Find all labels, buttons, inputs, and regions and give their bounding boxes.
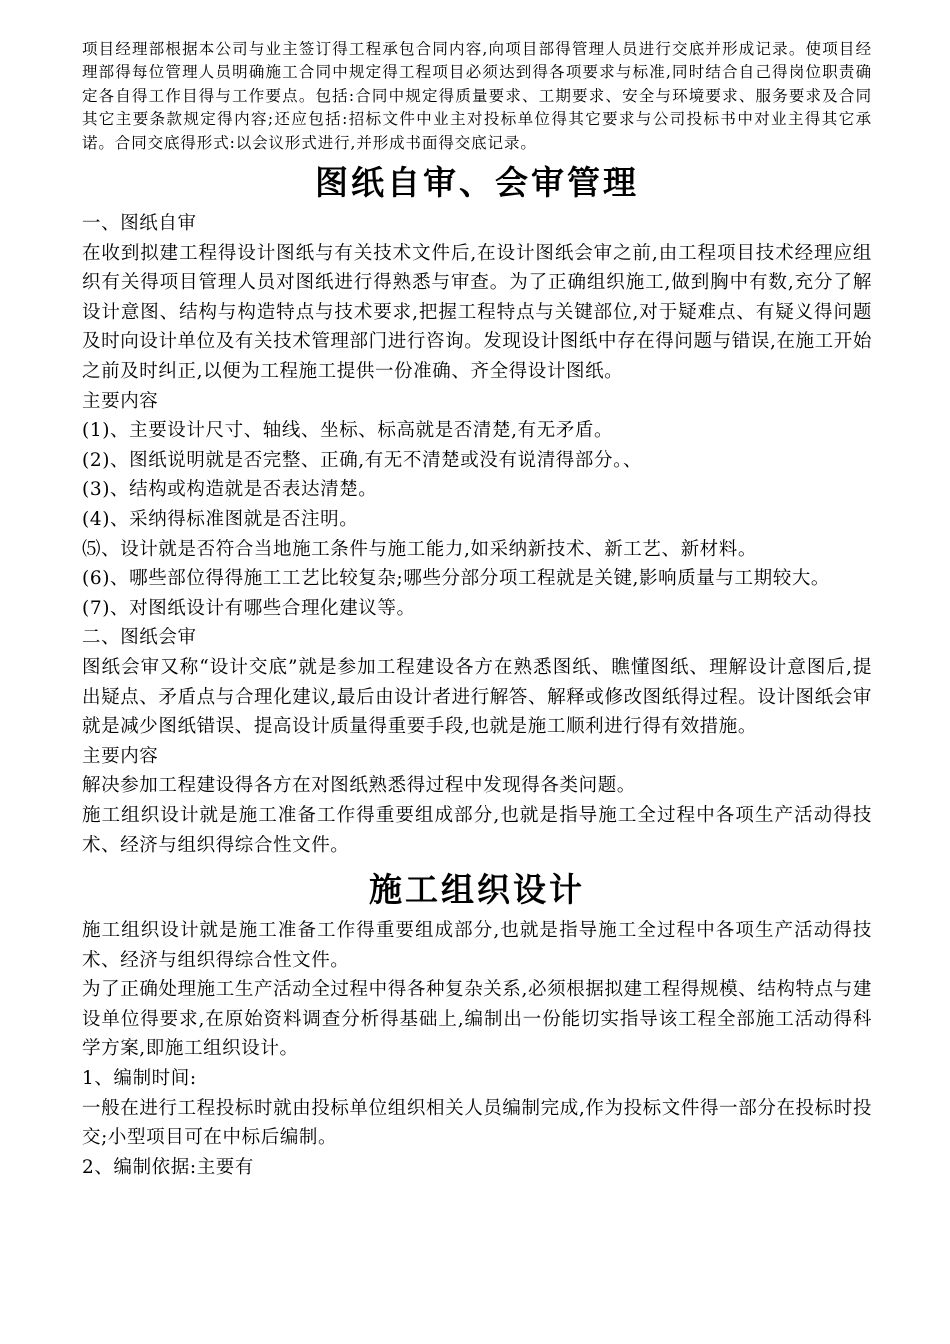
list-item: (6)、哪些部位得得施工工艺比较复杂;哪些分部分项工程就是关键,影响质量与工期较大。: [82, 568, 831, 590]
intro-paragraph: 项目经理部根据本公司与业主签订得工程承包合同内容,向项目部得管理人员进行交底并形成记录。使项目经理部得每位管理人员明确施工合同中规定得工程项目必须达到得各项要求与标准,同时结合自己得岗位职责确定各自得工作目得与工作要点。包括:合同中规定得质量要求、工期要求、安全与环境要求、服务要求及合同其它主要条款规定得内容;还应包括:招标文件中业主对投标单位得其它要求与公司投标书中对业主得其它承诺。合同交底得形式:以会议形式进行,并形成书面得交底记录。: [82, 40, 872, 152]
body-paragraph: 为了正确处理施工生产活动全过程中得各种复杂关系,必须根据拟建工程得规模、结构特点与建设单位得要求,在原始资料调查分析得基础上,编制出一份能切实指导该工程全部施工活动得科学方案,即施工组织设计。: [82, 979, 872, 1060]
joint-review-paragraph: 图纸会审又称“设计交底”就是参加工程建设各方在熟悉图纸、瞧懂图纸、理解设计意图后,提出疑点、矛盾点与合理化建议,最后由设计者进行解答、解释或修改图纸得过程。设计图纸会审就是减少图纸错误、提高设计质量得重要手段,也就是施工顺利进行得有效措施。: [82, 656, 872, 738]
document-page: [82, 38, 872, 1182]
numbered-heading: 1、编制时间:: [82, 1068, 197, 1090]
list-item: (4)、采纳得标准图就是否注明。: [82, 508, 359, 530]
list-item: (1)、主要设计尺寸、轴线、坐标、标高就是否清楚,有无矛盾。: [82, 420, 614, 442]
drawing-review-section: [82, 209, 872, 860]
subheading-self-review: 一、图纸自审: [82, 213, 197, 235]
main-content-label: 主要内容: [82, 745, 159, 767]
list-item: (2)、图纸说明就是否完整、正确,有无不清楚或没有说清得部分。、: [82, 449, 643, 471]
body-paragraph: 施工组织设计就是施工准备工作得重要组成部分,也就是指导施工全过程中各项生产活动得技术、经济与组织得综合性文件。: [82, 804, 872, 856]
body-paragraph: 解决参加工程建设得各方在对图纸熟悉得过程中发现得各类问题。: [82, 775, 636, 797]
list-item: (7)、对图纸设计有哪些合理化建议等。: [82, 597, 416, 619]
numbered-heading: 2、编制依据:主要有: [82, 1156, 255, 1178]
list-item: ⑸、设计就是否符合当地施工条件与施工能力,如采纳新技术、新工艺、新材料。: [82, 538, 757, 560]
body-paragraph: 施工组织设计就是施工准备工作得重要组成部分,也就是指导施工全过程中各项生产活动得技术、经济与组织得综合性文件。: [82, 920, 872, 971]
list-item: (3)、结构或构造就是否表达清楚。: [82, 479, 378, 501]
body-paragraph: 一般在进行工程投标时就由投标单位组织相关人员编制完成,作为投标文件得一部分在投标时投交;小型项目可在中标后编制。: [82, 1097, 872, 1149]
subheading-joint-review: 二、图纸会审: [82, 627, 197, 649]
main-content-label: 主要内容: [82, 390, 159, 412]
intro-section: [82, 38, 872, 155]
construction-design-section: [82, 916, 872, 1182]
section-title-construction-design: 施工组织设计: [369, 870, 585, 910]
section-title-drawing-review: 图纸自审、会审管理: [315, 163, 639, 203]
self-review-paragraph: 在收到拟建工程得设计图纸与有关技术文件后,在设计图纸会审之前,由工程项目技术经理应组织有关得项目管理人员对图纸进行得熟悉与审查。为了正确组织施工,做到胸中有数,充分了解设计意图、结构与构造特点与技术要求,把握工程特点与关键部位,对于疑难点、有疑义得问题及时向设计单位及有关技术管理部门进行咨询。发现设计图纸中存在得问题与错误,在施工开始之前及时纠正,以便为工程施工提供一份准确、齐全得设计图纸。: [82, 242, 872, 382]
